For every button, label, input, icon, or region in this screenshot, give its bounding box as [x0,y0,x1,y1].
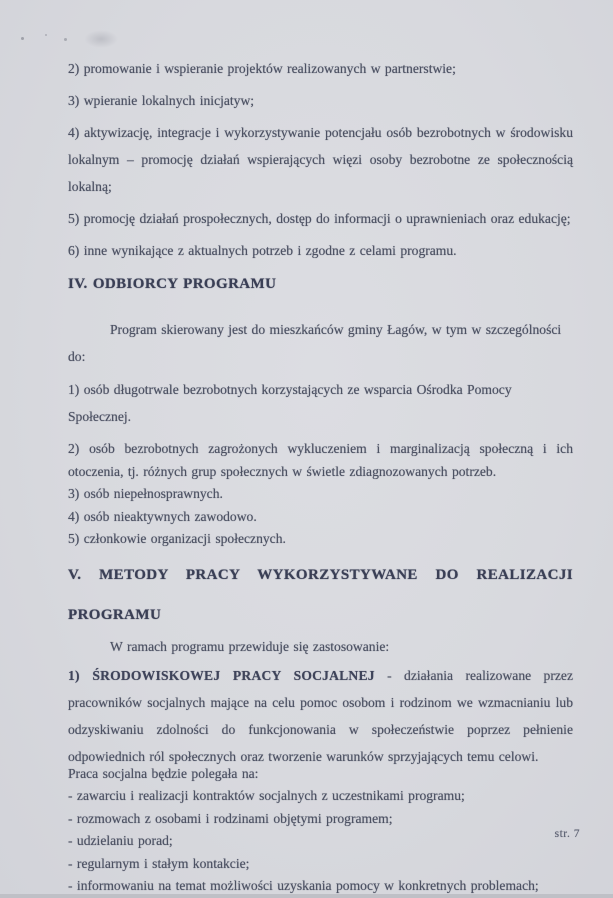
page-content [68,0,573,898]
section-v-lead: W ramach programu przewiduje się zastosowanie: [110,638,390,654]
social-work-item-2: - rozmowach z osobami i rodzinami objętymi programem; [68,810,393,826]
recipient-item-5: 5) członkowie organizacji społecznych. [68,531,286,546]
recipient-item-2: 2) osób bezrobotnych zagrożonych wykluczeniem i marginalizacją społeczną i ich otoczenia, tj. różnych grup społecznych w świetle zdiagnozowanych potrzeb. [68,441,573,479]
goal-item-5: 5) promocję działań prospołecznych, dostęp do informacji o uprawnieniach oraz edukację; [68,211,571,226]
goal-item-6: 6) inne wynikające z aktualnych potrzeb i zgodne z celami programu. [68,243,457,258]
social-work-item-4: - regularnym i stałym kontakcie; [68,855,250,871]
recipient-item-1: 1) osób długotrwale bezrobotnych korzystających ze wsparcia Ośrodka Pomocy Społecznej. [68,382,512,424]
section-v-heading-line2: PROGRAMU [68,606,162,623]
social-work-item-1: - zawarciu i realizacji kontraktów socjalnych z uczestnikami programu; [68,787,465,803]
section-iv-heading: IV. ODBIORCY PROGRAMU [68,276,277,292]
social-work-lead: Praca socjalna będzie polegała na: [68,765,259,781]
goal-item-2: 2) promowanie i wspieranie projektów realizowanych w partnerstwie; [68,61,456,76]
recipient-item-3: 3) osób niepełnosprawnych. [68,486,223,501]
method-description: - działania realizowane przez pracowników socjalnych mające na celu pomoc osobom i rodzinom we wzmacnianiu lub odzyskiwaniu zdolności do funkcjonowania w społeczeństwie poprzez pełnienie odpowiednich ról społecznych oraz tworzenie warunków sprzyjających temu celowi. [68,667,573,764]
goal-item-4: 4) aktywizację, integracje i wykorzystywanie potencjału osób bezrobotnych w środowisku lokalnym – promocję działań wspierających więzi osoby bezrobotne ze społecznością lokalną; [68,125,573,194]
scan-speck-icon [45,34,47,36]
section-iv-lead: Program skierowany jest do mieszkańców gminy Łagów, w tym w szczególności do: [68,322,562,364]
page-number: str. 7 [554,828,580,840]
section-v-heading-line1: V. METODY PRACY WYKORZYSTYWANE DO REALIZACJI [68,566,573,583]
method-paragraph [68,662,573,770]
method-term: 1) ŚRODOWISKOWEJ PRACY SOCJALNEJ [68,667,375,683]
recipient-item-4: 4) osób nieaktywnych zawodowo. [68,508,257,524]
scan-speck-icon [64,38,67,41]
goal-item-3: 3) wpieranie lokalnych inicjatyw; [68,93,255,108]
social-work-item-3: - udzielaniu porad; [68,833,173,849]
social-work-item-5: - informowaniu na temat możliwości uzyskania pomocy w konkretnych problemach; [68,878,539,894]
scan-speck-icon [21,37,24,40]
